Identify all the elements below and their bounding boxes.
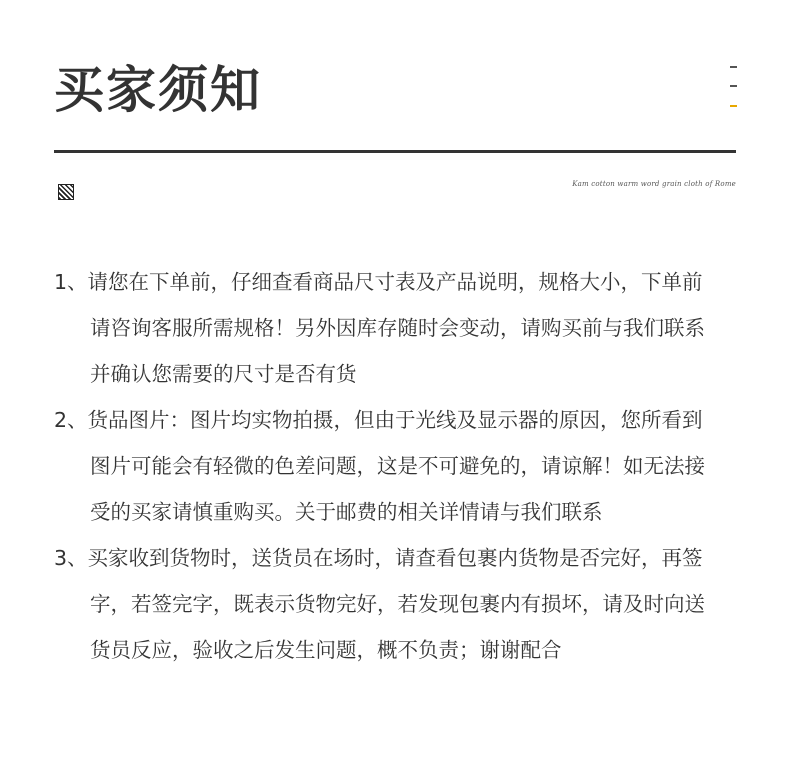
- notice-item-1: [54, 259, 744, 397]
- hatch-pattern-icon: [58, 184, 74, 200]
- decorative-dashes: [730, 66, 740, 110]
- notice-line: 请咨询客服所需规格！另外因库存随时会变动，请购买前与我们联系: [90, 316, 705, 340]
- notice-line: 受的买家请慎重购买。关于邮费的相关详情请与我们联系: [90, 500, 603, 524]
- title-divider: [54, 150, 736, 153]
- notice-list: [54, 259, 744, 673]
- notice-item-3: [54, 535, 744, 673]
- notice-line: 字，若签完字，既表示货物完好，若发现包裹内有损坏，请及时向送: [90, 592, 705, 616]
- dash-mark: [730, 66, 737, 68]
- dash-mark: [730, 85, 737, 87]
- notice-line: 3、买家收到货物时，送货员在场时，请查看包裹内货物是否完好，再签: [54, 546, 703, 570]
- dash-mark-accent: [730, 105, 737, 107]
- notice-item-2: [54, 397, 744, 535]
- notice-line: 2、货品图片：图片均实物拍摄，但由于光线及显示器的原因，您所看到: [54, 408, 703, 432]
- notice-line: 并确认您需要的尺寸是否有货: [90, 362, 357, 386]
- notice-line: 货员反应，验收之后发生问题，概不负责；谢谢配合: [90, 638, 562, 662]
- script-subtitle: Kam cotton warm word grain cloth of Rome: [572, 180, 736, 188]
- notice-line: 图片可能会有轻微的色差问题，这是不可避免的，请谅解！如无法接: [90, 454, 705, 478]
- page-title: 买家须知: [54, 61, 262, 119]
- notice-line: 1、请您在下单前，仔细查看商品尺寸表及产品说明，规格大小，下单前: [54, 270, 703, 294]
